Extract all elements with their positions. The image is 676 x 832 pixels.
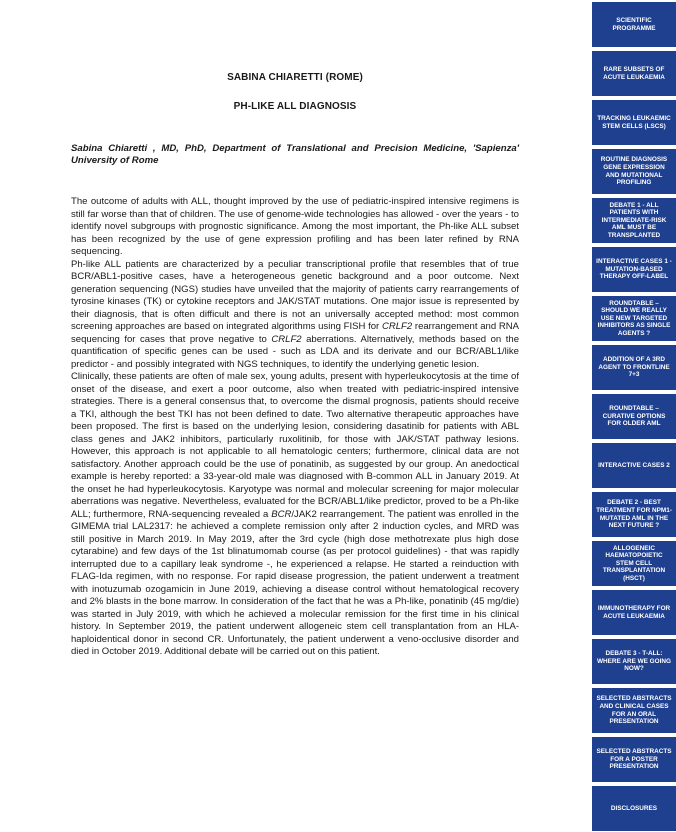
paragraph-intro: The outcome of adults with ALL, thought improved by the use of pediatric-inspired intensive regimens is still far worse than that of children. The use of genome-wide technologies has allowed - over the years - to identify novel subgroups with prognostic significance. Among the most important, the Ph-like ALL subset has been recognized by the use of gene expression profiling and has been later refined by RNA sequencing. (71, 196, 519, 257)
sidebar-item-debate-1[interactable]: DEBATE 1 - ALL PATIENTS WITH INTERMEDIATE-RISK AML MUST BE TRANSPLANTED (592, 198, 676, 243)
sidebar-item-roundtable-older-aml[interactable]: ROUNDTABLE – CURATIVE OPTIONS FOR OLDER AML (592, 394, 676, 439)
sidebar-item-oral-abstracts[interactable]: SELECTED ABSTRACTS AND CLINICAL CASES FOR AN ORAL PRESENTATION (592, 688, 676, 733)
sidebar-item-poster-abstracts[interactable]: SELECTED ABSTRACTS FOR A POSTER PRESENTATION (592, 737, 676, 782)
paragraph-ph-like: Ph-like ALL patients are characterized by a peculiar transcriptional profile that resembles that of true BCR/ABL1-positive cases, have a heterogeneous genetic background and a poor outcome. Next generation sequencing (NGS) studies have unveiled that the majority of patients carry rearrangements of tyrosine kinases (TK) or cytokine receptors and JAK/STAT mutations. One major issue is represented by their diagnosis, that is often difficult and there is not an universally accepted method: most common screening approaches are based on integrated algorithms using FISH for CRLF2 rearrangement and RNA sequencing for cases that prove negative to CRLF2 aberrations. Alternatively, methods based on the quantification of specific genes can be used - such as LDA and its derivate and our BCR/ABL1/like predictor - and possibly integrated with NGS techniques, to identify the underlying genetic lesion. (71, 258, 520, 370)
author-affiliation: Sabina Chiaretti , MD, PhD, Department of Translational and Precision Medicine, 'Sapienza' University of Rome (71, 143, 519, 167)
gene-bcr: BCR (271, 508, 292, 520)
sidebar-item-routine-diagnosis[interactable]: ROUTINE DIAGNOSIS GENE EXPRESSION AND MUTATIONAL PROFILING (592, 149, 676, 194)
sidebar-item-interactive-cases-1[interactable]: INTERACTIVE CASES 1 - MUTATION-BASED THERAPY OFF-LABEL (592, 247, 676, 292)
sidebar-item-hsct[interactable]: ALLOGENEIC HAEMATOPOIETIC STEM CELL TRANSPLANTATION (HSCT) (592, 541, 676, 586)
gene-crlf2: CRLF2 (271, 333, 302, 345)
sidebar-item-scientific-programme[interactable]: SCIENTIFIC PROGRAMME (592, 2, 676, 47)
sidebar-nav (592, 0, 676, 832)
sidebar-item-debate-2[interactable]: DEBATE 2 - BEST TREATMENT FOR NPM1-MUTATED AML IN THE NEXT FUTURE ? (592, 492, 676, 537)
paragraph-clinical: Clinically, these patients are often of male sex, young adults, present with hyperleukocytosis at the time of onset of the disease, and exert a poor outcome, also when treated with pediatric-inspired intensive strategies. There is a general consensus that, to overcome the dismal prognosis, patients should receive a TKI, although the best TKI has not been defined to date. Two alternative therapeutic approaches have been proposed. The first is based on the underlying lesion, considering dasatinib for patients with ABL class genes and JAK2 inhibitors, particularly ruxolitinib, for those with JAK/STAT pathway lesions. However, this approach is not applicable to all hematologic centers; furthermore, clinical data are not satisfactory. Another approach could be the use of ponatinib, as suggested by our group. An anedoctical example is hereby reported: a 33-year-old male was diagnosed with B-common ALL in January 2019. At the onset he had hyperleukocytosis. Karyotype was normal and molecular screening for major molecular aberrations was negative. Nevertheless, evaluated for the BCR/ABL1/like predictor, proved to be a Ph-like ALL; furthermore, RNA-sequencing revealed a BCR/JAK2 rearrangement. The patient was enrolled in the GIMEMA trial LAL2317: he achieved a complete remission only after 2 induction cycles, and MRD was still positive in March 2019. In May 2019, after the 3rd cycle (high dose methotrexate plus high dose cytarabine) and few days of the 1st blinatumomab course (as per protocol guidelines) - that was rapidly interrupted due to a capillary leak syndrome -, he experienced a relapse. He started a reinduction with FLAG-Ida regimen, with no response. For rapid disease progression, the patient underwent a treatment with inotuzumab ozogamicin in June 2019, achieving a disease control without hematological recovery and 2% blasts in the bone marrow. In consideration of the fact that he was a Ph-like, ponatinib (45 mg/die) was started in July 2019, with which he achieved a molecular remission for the first time in his clinical history. In September 2019, the patient underwent allogeneic stem cell transplantation from an HLA- haploidentical donor in second CR. Unfortunately, the patient underwent a veno-occlusive disorder and died in October 2019. Additional debate will be carried out on this patient. (71, 371, 519, 657)
sidebar-item-rare-subsets[interactable]: RARE SUBSETS OF ACUTE LEUKAEMIA (592, 51, 676, 96)
sidebar-item-roundtable-inhibitors[interactable]: ROUNDTABLE – SHOULD WE REALLY USE NEW TARGETED INHIBITORS AS SINGLE AGENTS ? (592, 296, 676, 341)
sidebar-item-disclosures[interactable]: DISCLOSURES (592, 786, 676, 831)
sidebar-item-third-agent[interactable]: ADDITION OF A 3RD AGENT TO FRONTLINE 7+3 (592, 345, 676, 390)
document-title: PH-LIKE ALL DIAGNOSIS (233, 101, 357, 112)
speaker-name: SABINA CHIARETTI (ROME) (227, 72, 363, 83)
sidebar-item-tracking-lsc[interactable]: TRACKING LEUKAEMIC STEM CELLS (LSCS) (592, 100, 676, 145)
document-body (71, 196, 519, 659)
gene-crlf2: CRLF2 (381, 321, 413, 332)
sidebar-item-immunotherapy[interactable]: IMMUNOTHERAPY FOR ACUTE LEUKAEMIA (592, 590, 676, 635)
sidebar-item-interactive-cases-2[interactable]: INTERACTIVE CASES 2 (592, 443, 676, 488)
sidebar-item-debate-3[interactable]: DEBATE 3 - T-ALL: WHERE ARE WE GOING NOW? (592, 639, 676, 684)
